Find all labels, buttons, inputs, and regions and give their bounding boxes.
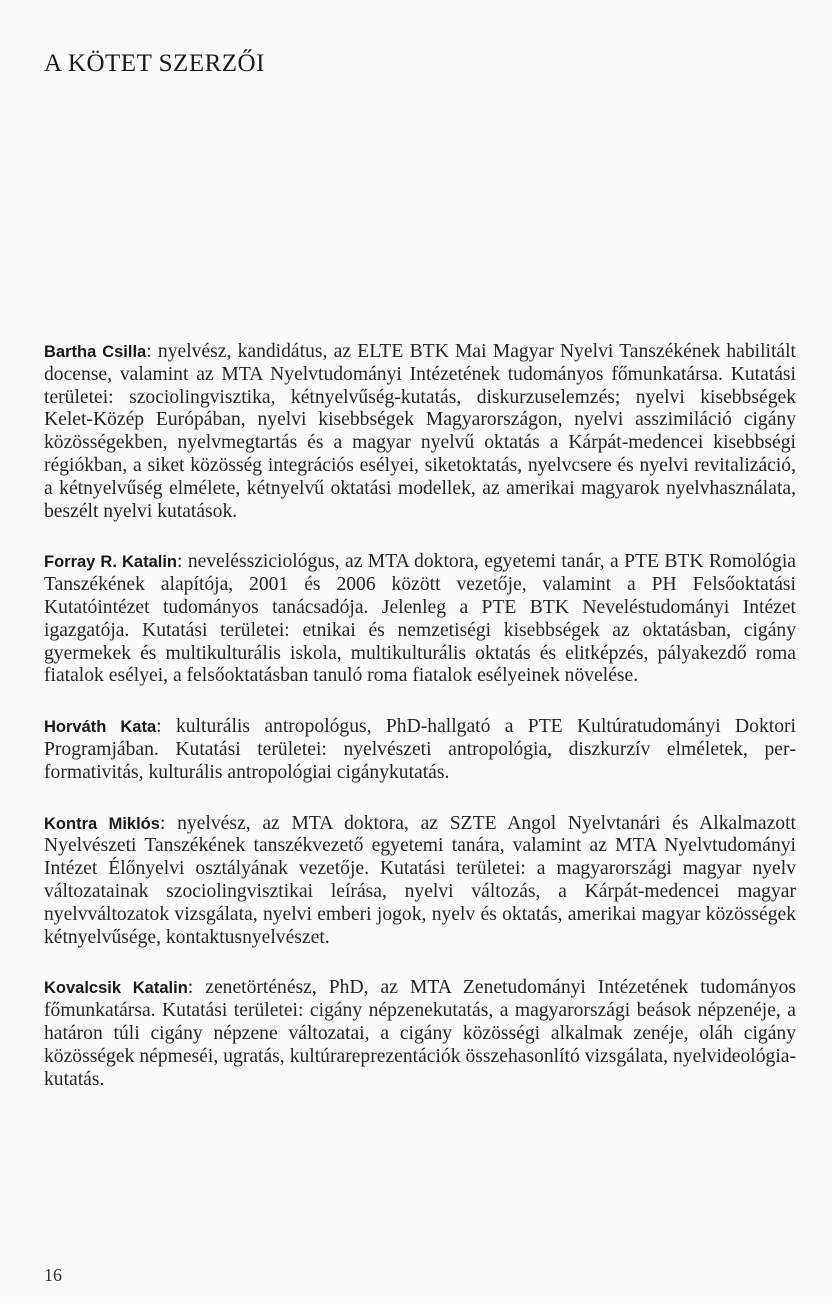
author-name: Kontra Miklós <box>44 814 160 833</box>
author-name: Bartha Csilla <box>44 343 147 361</box>
author-entry-horvath <box>44 716 796 784</box>
author-description: : nyelvész, az MTA doktora, az SZTE Angol Nyelvtanári és Alkalmazott Nyelvészeti Tanszékének tanszékvezető egyetemi tanára, valamint az MTA Nyelvtudományi Intézet Élőnyelvi osztályának vezetője. Kutatási területei: a magyarországi magyar nyelv változatainak szociolingvisztikai leírása, nyelvi változás, a Kárpát-medencei magyar nyelvváltozatok vizsgálata, nyelvi emberi jogok, nyelv és oktatás, amerikai magyar közösségek kétnyelvűsége, kontaktusnyelvészet. <box>44 812 796 948</box>
author-list <box>44 341 796 1091</box>
author-entry-forray <box>44 551 796 688</box>
author-description: : neveléssziciológus, az MTA doktora, egyetemi tanár, a PTE BTK Romológia Tanszékének alapítója, 2001 és 2006 között vezetője, valamint a PH Felsőoktatási Kutatóintézet tudományos tanácsadója. Jelenleg a PTE BTK Neveléstudományi Intézet igazgatója. Kutatási területei: etnikai és nemzetiségi kisebbségek az oktatásban, cigány gyermekek és multikulturális iskola, multikulturális oktatás és elitképzés, pályakezdő roma fiatalok esélyei, a felsőoktatásban tanuló roma fiatalok esélyeinek növelése. <box>44 551 796 687</box>
author-description: : kulturális antropológus, PhD-hallgató a PTE Kultúratudományi Doktori Programjában. Kutatási területei: nyelvészeti antropológia, diszkurzív elméletek, performativitás, kulturális antropológiai cigánykutatás. <box>44 716 796 783</box>
author-name: Forray R. Katalin <box>44 553 177 572</box>
author-entry-kontra <box>44 813 796 950</box>
author-entry-kovalcsik <box>44 977 796 1091</box>
author-name: Horváth Kata <box>44 718 157 737</box>
author-description: : nyelvész, kandidátus, az ELTE BTK Mai Magyar Nyelvi Tanszékének habilitált docense, valamint az MTA Nyelvtudományi Intézetének tudományos főmunkatársa. Kutatási területei: szociolingvisztika, kétnyelvűség-kutatás, diskurzuselemzés; nyelvi kisebbségek Kelet-Közép Európában, nyelvi kisebbségek Magyarországon, nyelvi asszimiláció cigány közösségekben, nyelvmegtartás és a magyar nyelvű oktatás a Kárpát-medencei kisebbségi régiókban, a siket közösség integrációs esélyei, siketoktatás, nyelvcsere és nyelvi revitalizáció, a kétnyelvűség elmélete, kétnyelvű oktatási modellek, az amerikai magyarok nyelvhasználata, beszélt nyelvi kutatások. <box>44 341 796 522</box>
page-number: 16 <box>44 1265 62 1285</box>
author-description: : zenetörténész, PhD, az MTA Zenetudományi Intézetének tudományos főmunkatársa. Kutatási területei: cigány népzenekutatás, a magyarországi beások népzenéje, a határon túli cigány népzene változatai, a cigány közösségi alkalmak zenéje, oláh cigány közösségek népmeséi, ugratás, kultúrareprezentációk összehasonlító vizsgálata, nyelvideológia-kutatás. <box>44 977 797 1090</box>
page-title: A KÖTET SZERZŐI <box>44 50 265 77</box>
author-entry-bartha <box>44 341 796 523</box>
author-name: Kovalcsik Katalin <box>44 979 188 998</box>
